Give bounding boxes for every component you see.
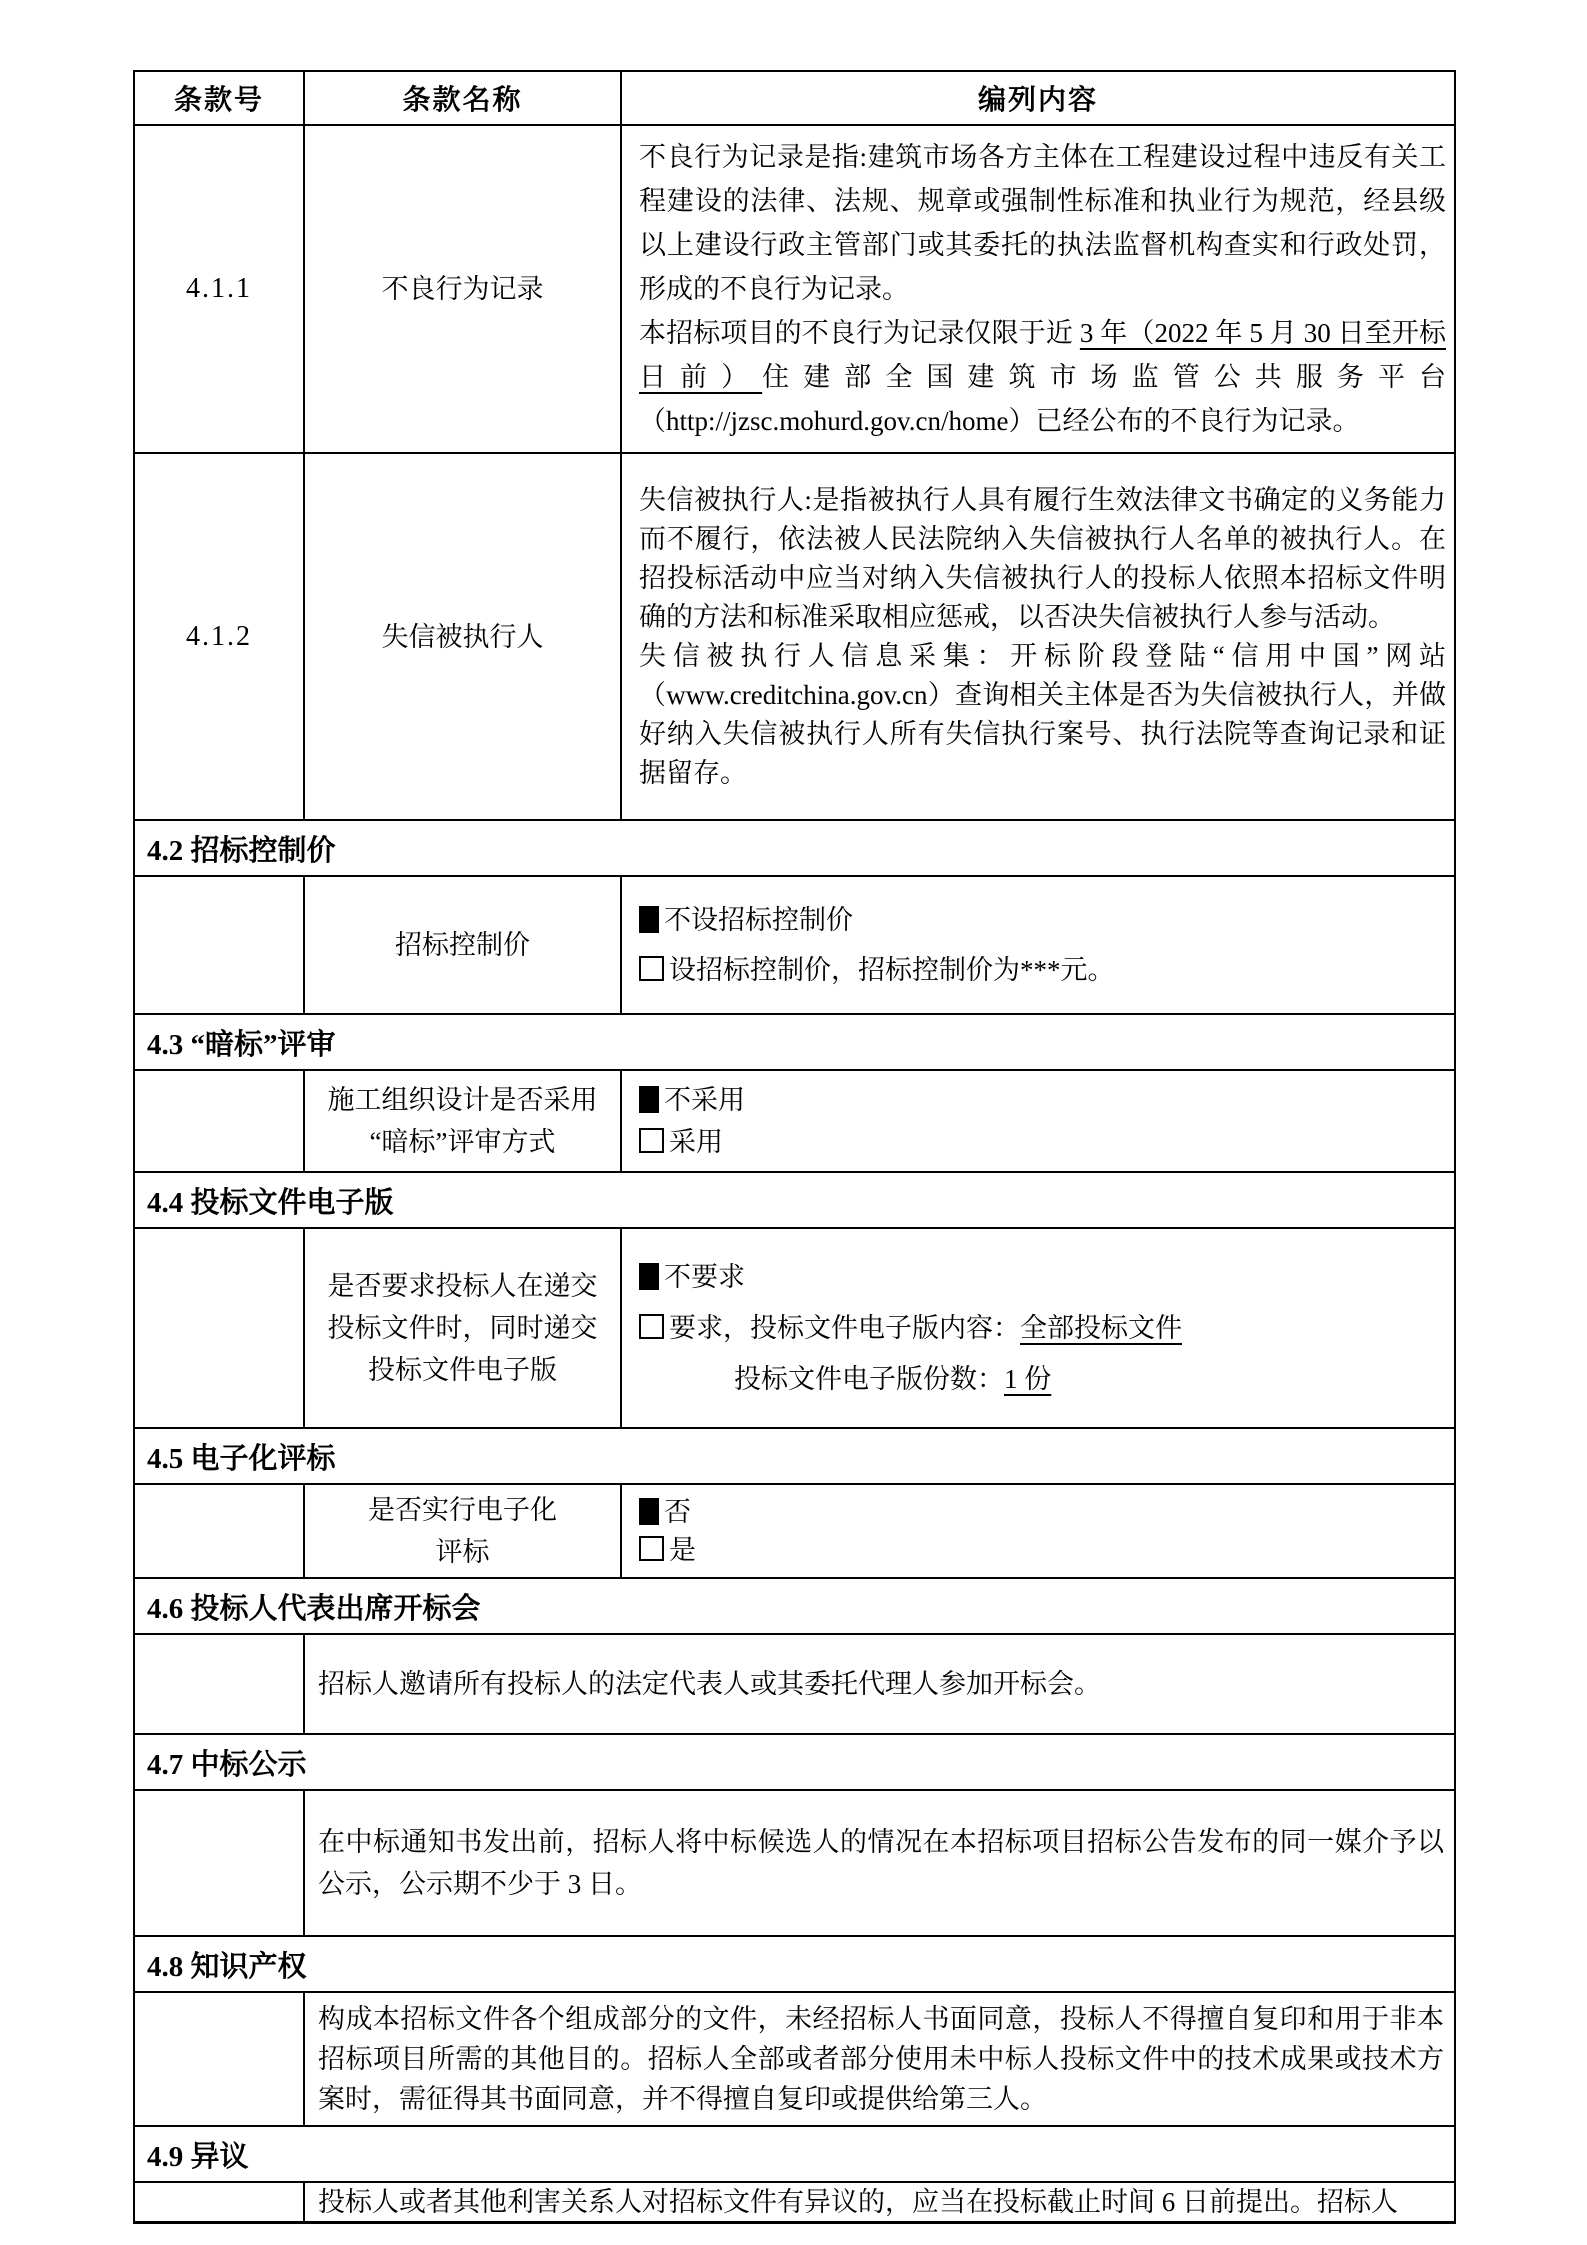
text-segment: 要求，投标文件电子版内容： <box>669 1313 1020 1343</box>
section-band-label: 4.9 异议 <box>134 2126 1455 2182</box>
section-band-row <box>134 1428 1455 1484</box>
section-band-row <box>134 820 1455 876</box>
option-line <box>639 1257 1446 1297</box>
content-cell <box>304 1992 1455 2126</box>
text-segment: 全部投标文件 <box>1020 1313 1182 1343</box>
section-band-row <box>134 1734 1455 1790</box>
clause-name-line: 投标文件时，同时递交 <box>327 1313 598 1343</box>
checkbox-unchecked-icon <box>639 1536 664 1561</box>
section-band-label: 4.3 “暗标”评审 <box>134 1014 1455 1070</box>
option-line <box>639 945 1446 995</box>
section-band-row <box>134 1936 1455 1992</box>
section-band-label: 4.2 招标控制价 <box>134 820 1455 876</box>
content-cell <box>304 1634 1455 1734</box>
section-band-row <box>134 1014 1455 1070</box>
table-row <box>134 1070 1455 1172</box>
content-cell <box>621 1070 1455 1172</box>
text-segment: 构成本招标文件各个组成部分的文件，未经招标人书面同意，投标人不得擅自复印和用于非本招标项目所需的其他目的。招标人全部或者部分使用未中标人投标文件中的技术成果或技术方案时，需征得其书面同意，并不得擅自复印或提供给第三人。 <box>318 2004 1444 2114</box>
table-row <box>134 453 1455 820</box>
text-segment: 设招标控制价，招标控制价为***元。 <box>669 955 1115 985</box>
clause-no-cell <box>134 1484 304 1578</box>
clause-no-cell <box>134 1070 304 1172</box>
content-cell <box>304 1790 1455 1936</box>
content-cell <box>621 1484 1455 1578</box>
text-segment: 失信被执行人:是指被执行人具有履行生效法律文书确定的义务能力而不履行，依法被人民法院纳入失信被执行人名单的被执行人。在招投标活动中应当对纳入失信被执行人的投标人依照本招标文件明确的方法和标准采取相应惩戒，以否决失信被执行人参与活动。 <box>639 484 1446 632</box>
text-segment: 采用 <box>669 1127 723 1157</box>
clause-name-line: 失信被执行人 <box>381 621 544 652</box>
checkbox-unchecked-icon <box>639 956 664 981</box>
table-row <box>134 1228 1455 1428</box>
section-band-label: 4.4 投标文件电子版 <box>134 1172 1455 1228</box>
text-segment: 1 份 <box>1004 1364 1052 1394</box>
clause-no-cell <box>134 876 304 1014</box>
paragraph <box>639 481 1446 637</box>
table-row <box>134 125 1455 453</box>
text-segment: 投标人或者其他利害关系人对招标文件有异议的，应当在投标截止时间 6 日前提出。招标人 <box>318 2187 1398 2217</box>
text-segment: 失信被执行人信息采集：开标阶段登陆“信用中国”网站（www.creditchina.gov.cn）查询相关主体是否为失信被执行人，并做好纳入失信被执行人所有失信执行案号、执行法院等查询记录和证据留存。 <box>639 640 1446 788</box>
paragraph <box>639 637 1446 793</box>
clause-table-body <box>134 125 1455 2223</box>
paragraph <box>639 311 1446 443</box>
text-segment: 住建部全国建筑市场监管公共服务平台（http://jzsc.mohurd.gov.cn/home）已经公布的不良行为记录。 <box>639 362 1447 436</box>
clause-name-cell <box>304 453 621 820</box>
paragraph <box>318 2185 1444 2219</box>
text-segment: 不设招标控制价 <box>664 905 853 935</box>
checkbox-checked-icon <box>639 1498 659 1525</box>
clause-no-cell <box>134 1992 304 2126</box>
option-line <box>639 1121 1446 1163</box>
table-row <box>134 1992 1455 2126</box>
option-line <box>639 1493 1446 1531</box>
paragraph <box>318 1821 1444 1905</box>
content-cell <box>621 1228 1455 1428</box>
content-cell <box>621 876 1455 1014</box>
clause-name-line: 投标文件电子版 <box>368 1355 557 1385</box>
clause-name-line: 不良行为记录 <box>381 274 544 304</box>
clause-name-line: “暗标”评审方式 <box>369 1127 556 1157</box>
clause-no-cell <box>134 1228 304 1428</box>
section-band-row <box>134 1578 1455 1634</box>
text-segment: 不要求 <box>664 1262 745 1292</box>
header-clause-name: 条款名称 <box>304 71 621 125</box>
content-cell <box>621 453 1455 820</box>
clause-no-cell: 4.1.1 <box>134 125 304 453</box>
clause-name-line: 施工组织设计是否采用 <box>327 1085 598 1115</box>
table-row <box>134 1790 1455 1936</box>
text-segment: 否 <box>664 1497 691 1527</box>
text-segment: 不采用 <box>664 1085 745 1115</box>
section-band-row <box>134 1172 1455 1228</box>
clause-table <box>133 70 1456 2224</box>
text-segment: 是 <box>669 1535 696 1565</box>
checkbox-checked-icon <box>639 1263 659 1290</box>
checkbox-unchecked-icon <box>639 1314 664 1339</box>
clause-no-cell <box>134 2182 304 2223</box>
header-clause-no: 条款号 <box>134 71 304 125</box>
checkbox-checked-icon <box>639 1086 659 1113</box>
clause-name-cell <box>304 876 621 1014</box>
clause-name-line: 评标 <box>435 1537 490 1567</box>
content-cell <box>621 125 1455 453</box>
header-content: 编列内容 <box>621 71 1455 125</box>
section-band-label: 4.8 知识产权 <box>134 1936 1455 1992</box>
section-band-label: 4.6 投标人代表出席开标会 <box>134 1578 1455 1634</box>
checkbox-checked-icon <box>639 906 659 933</box>
section-band-label: 4.7 中标公示 <box>134 1734 1455 1790</box>
table-header-row <box>134 71 1455 125</box>
checkbox-unchecked-icon <box>639 1128 664 1153</box>
text-segment: 在中标通知书发出前，招标人将中标候选人的情况在本招标项目招标公告发布的同一媒介予以公示，公示期不少于 3 日。 <box>318 1827 1444 1899</box>
section-band-row <box>134 2126 1455 2182</box>
document-page-content <box>133 70 1456 2224</box>
table-row <box>134 876 1455 1014</box>
text-segment: 不良行为记录是指:建筑市场各方主体在工程建设过程中违反有关工程建设的法律、法规、规章或强制性标准和执业行为规范，经县级以上建设行政主管部门或其委托的执法监督机构查实和行政处罚，形成的不良行为记录。 <box>639 142 1446 304</box>
clause-no-cell <box>134 1790 304 1936</box>
clause-name-line: 是否实行电子化 <box>368 1495 557 1525</box>
clause-name-cell <box>304 1228 621 1428</box>
section-band-label: 4.5 电子化评标 <box>134 1428 1455 1484</box>
option-line <box>639 1531 1446 1569</box>
clause-name-line: 招标控制价 <box>395 930 530 960</box>
clause-no-cell: 4.1.2 <box>134 453 304 820</box>
clause-name-cell <box>304 1070 621 1172</box>
paragraph <box>318 1999 1444 2119</box>
table-row <box>134 1634 1455 1734</box>
paragraph <box>639 135 1446 311</box>
option-line <box>639 895 1446 945</box>
clause-name-cell <box>304 1484 621 1578</box>
paragraph <box>318 1663 1444 1705</box>
clause-name-cell <box>304 125 621 453</box>
text-segment: 招标人邀请所有投标人的法定代表人或其委托代理人参加开标会。 <box>318 1669 1101 1699</box>
text-segment: 本招标项目的不良行为记录仅限于近 <box>639 318 1080 348</box>
option-line <box>639 1079 1446 1121</box>
table-row <box>134 2182 1455 2223</box>
content-cell <box>304 2182 1455 2223</box>
option-line <box>639 1308 1446 1348</box>
text-segment: 3 年（2022 年 5 月 30 日至开标日前） <box>639 318 1446 392</box>
text-segment: 投标文件电子版份数： <box>734 1364 1004 1394</box>
clause-name-line: 是否要求投标人在递交 <box>327 1271 598 1301</box>
clause-no-cell <box>134 1634 304 1734</box>
table-row <box>134 1484 1455 1578</box>
paragraph <box>639 1359 1446 1399</box>
